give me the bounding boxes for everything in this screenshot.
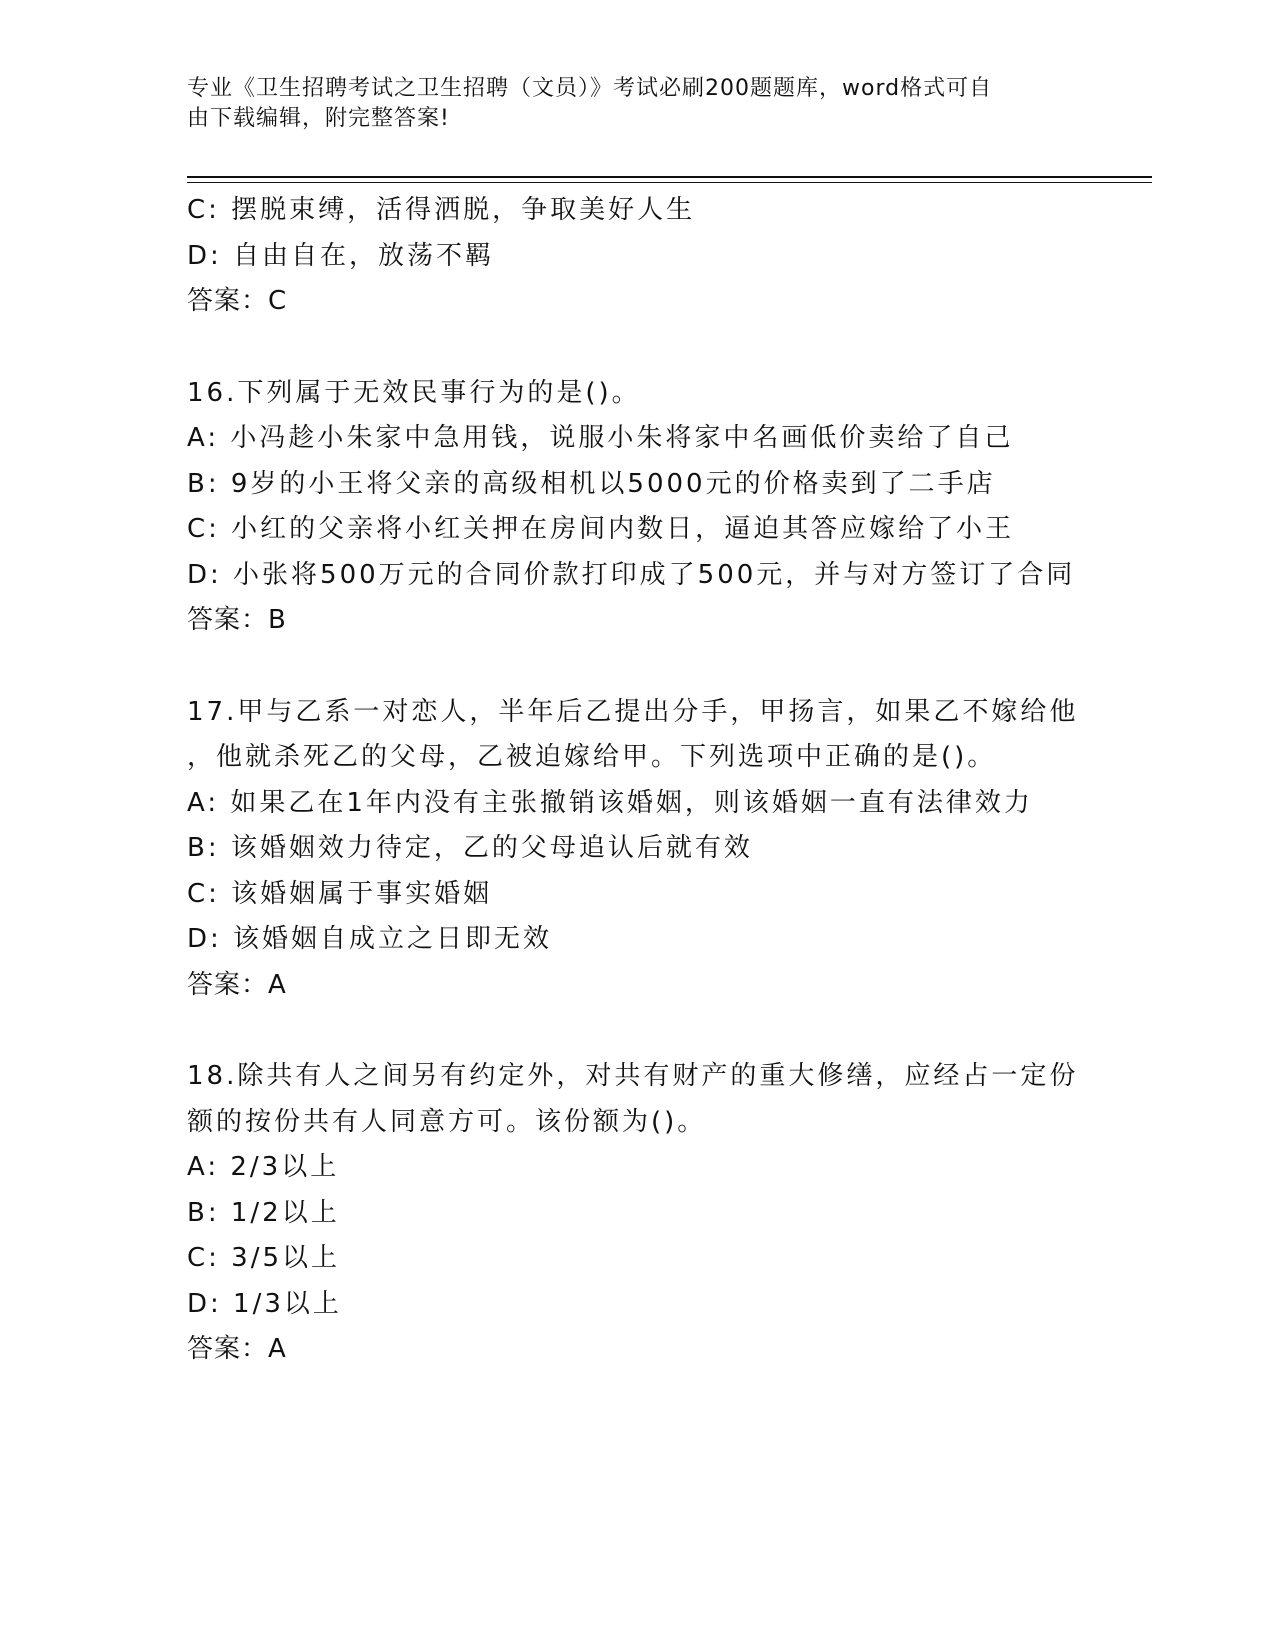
option-a: A: 2/3以上 bbox=[187, 1152, 340, 1182]
option-c: C: 小红的父亲将小红关押在房间内数日，逼迫其答应嫁给了小王 bbox=[187, 514, 1015, 544]
option-a: A: 小冯趁小朱家中急用钱，说服小朱将家中名画低价卖给了自己 bbox=[187, 423, 1014, 453]
option-d: D: 1/3以上 bbox=[187, 1288, 342, 1319]
option-b: B: 该婚姻效力待定，乙的父母追认后就有效 bbox=[187, 833, 753, 863]
question-15-continued bbox=[187, 188, 1087, 325]
question-17 bbox=[187, 690, 1087, 1009]
spacer bbox=[187, 325, 1087, 371]
answer-line: 答案：B bbox=[187, 605, 287, 635]
answer-line: 答案：C bbox=[187, 286, 288, 316]
question-stem-line-2: 额的按份共有人同意方可。该份额为()。 bbox=[187, 1106, 707, 1137]
question-stem-line-2: ，他就杀死乙的父母，乙被迫嫁给甲。下列选项中正确的是()。 bbox=[187, 742, 997, 772]
question-stem: 16.下列属于无效民事行为的是()。 bbox=[187, 377, 641, 408]
spacer bbox=[187, 644, 1087, 690]
question-content bbox=[187, 188, 1087, 1373]
option-d: D: 该婚姻自成立之日即无效 bbox=[187, 924, 553, 954]
question-18 bbox=[187, 1054, 1087, 1373]
question-stem-line-1: 17.甲与乙系一对恋人，半年后乙提出分手，甲扬言，如果乙不嫁给他 bbox=[187, 696, 1079, 727]
option-a: A: 如果乙在1年内没有主张撤销该婚姻，则该婚姻一直有法律效力 bbox=[187, 787, 1033, 818]
option-c: C: 摆脱束缚，活得洒脱，争取美好人生 bbox=[187, 195, 696, 225]
question-16 bbox=[187, 371, 1087, 644]
answer-line: 答案：A bbox=[187, 1334, 287, 1364]
option-b: B: 1/2以上 bbox=[187, 1197, 340, 1228]
question-stem-line-1: 18.除共有人之间另有约定外，对共有财产的重大修缮，应经占一定份 bbox=[187, 1061, 1079, 1091]
header-line-2: 由下载编辑，附完整答案! bbox=[187, 106, 450, 131]
header-line-1: 专业《卫生招聘考试之卫生招聘（文员）》考试必刷200题题库，word格式可自 bbox=[187, 76, 993, 101]
option-d: D: 小张将500万元的合同价款打印成了500元，并与对方签订了合同 bbox=[187, 559, 1076, 590]
option-c: C: 3/5以上 bbox=[187, 1243, 341, 1273]
header-divider-thick bbox=[187, 176, 1152, 178]
spacer bbox=[187, 1008, 1087, 1054]
option-c: C: 该婚姻属于事实婚姻 bbox=[187, 878, 493, 909]
document-header bbox=[187, 74, 1087, 134]
answer-line: 答案：A bbox=[187, 969, 287, 1000]
option-d: D: 自由自在，放荡不羁 bbox=[187, 240, 495, 271]
header-divider-thin bbox=[187, 182, 1152, 183]
option-b: B: 9岁的小王将父亲的高级相机以5000元的价格卖到了二手店 bbox=[187, 468, 996, 499]
